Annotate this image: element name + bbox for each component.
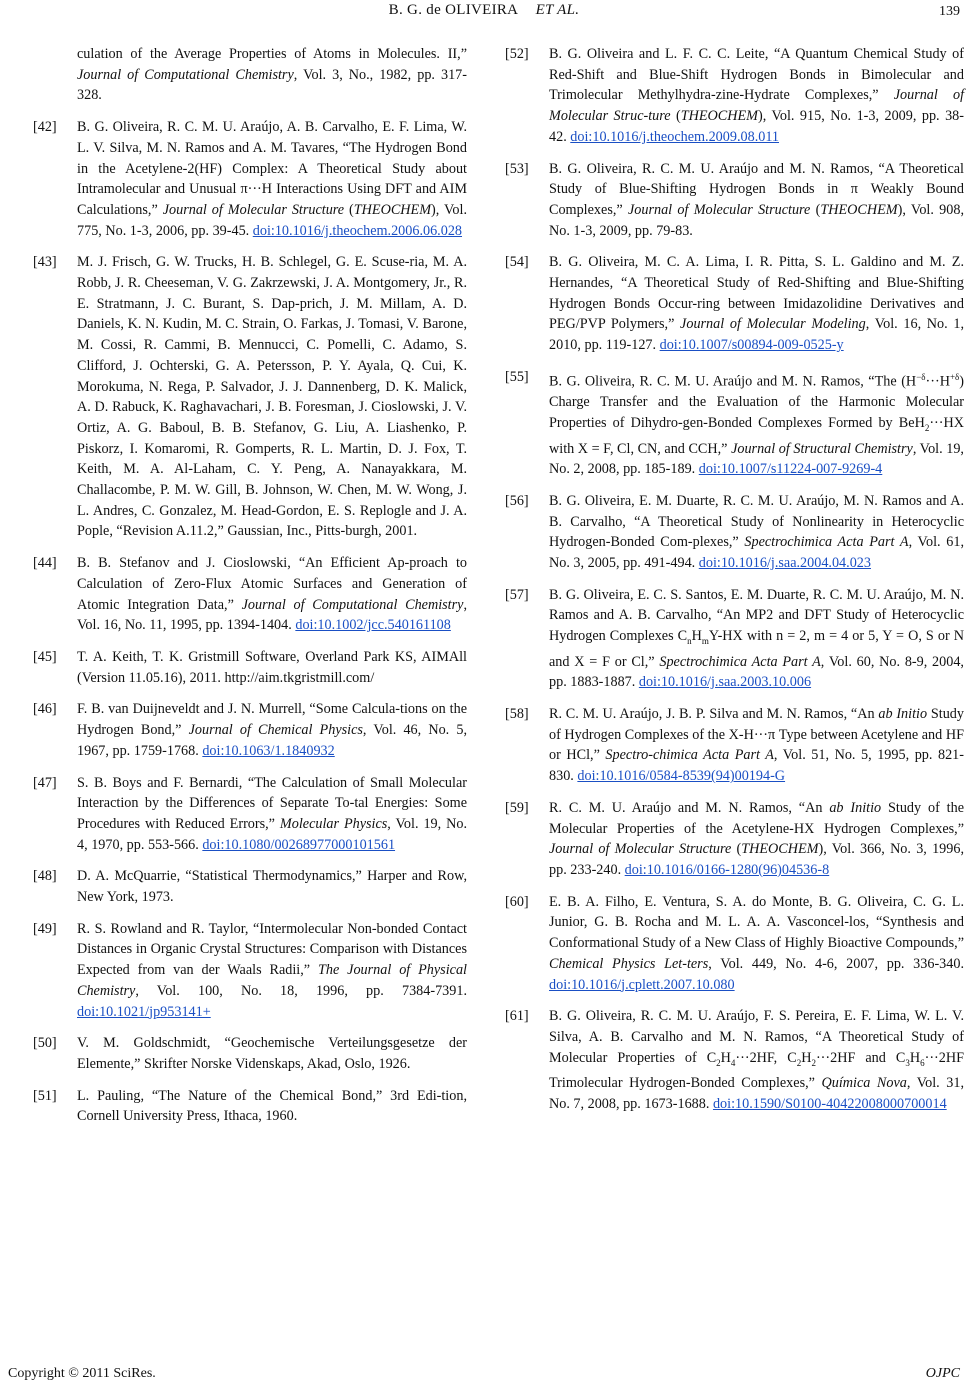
doi-link[interactable]: doi:10.1016/j.theochem.2006.06.028	[252, 222, 463, 239]
reference-text	[549, 704, 964, 787]
doi-link[interactable]: doi:10.1590/S0100-40422008000700014	[712, 1095, 947, 1112]
italic-title: Journal of Molecular Modeling	[680, 316, 866, 333]
reference-text	[549, 44, 964, 148]
reference-text	[77, 252, 467, 542]
reference-entry	[33, 647, 467, 688]
reference-number: [57]	[505, 586, 529, 603]
reference-segment: ···2HF and C	[815, 1049, 906, 1066]
reference-number: [43]	[33, 254, 57, 271]
italic-title: Journal of Computational Chemistry	[77, 66, 294, 83]
reference-segment: ), Vol. 775, No. 1-3, 2006, pp. 39-45.	[77, 201, 467, 239]
italic-title: THEOCHEM	[820, 201, 898, 218]
doi-link[interactable]: doi:10.1007/s11224-007-9269-4	[698, 461, 883, 478]
reference-segment: , Vol. 46, No. 5, 1967, pp. 1759-1768.	[77, 722, 467, 759]
reference-text	[549, 585, 964, 693]
reference-number: [48]	[33, 868, 57, 885]
running-head	[0, 2, 968, 19]
doi-link[interactable]: doi:10.1063/1.1840932	[202, 742, 335, 759]
reference-segment: , Vol. 16, No. 1, 2010, pp. 119-127.	[549, 316, 964, 354]
italic-title: Molecular Physics	[279, 815, 388, 832]
reference-text	[77, 44, 467, 106]
reference-number: [50]	[33, 1035, 57, 1052]
reference-text	[549, 1006, 964, 1114]
doi-link[interactable]: doi:10.1016/j.saa.2004.04.023	[698, 555, 871, 572]
reference-number: [55]	[505, 368, 529, 385]
doi-link[interactable]: doi:10.1080/00268977000101561	[202, 836, 396, 853]
reference-segment: culation of the Average Properties of Atoms in Molecules. II,”	[77, 46, 467, 62]
reference-segment: B. G. Oliveira, E. M. Duarte, R. C. M. U. Araújo, M. N. Ramos and A. B. Carvalho, “A Theoretical Study of Nonlinearity in Heterocyclic Hydrogen-Bonded Com-plexes,”	[549, 492, 964, 551]
reference-text	[549, 367, 964, 480]
reference-text	[77, 117, 467, 241]
italic-title: THEOCHEM	[680, 108, 758, 125]
subscript: m	[701, 635, 709, 646]
italic-title: Spectrochimica Acta Part A	[744, 534, 909, 551]
reference-number: [52]	[505, 46, 529, 62]
reference-segment: ), Vol. 366, No. 3, 1996, pp. 233-240.	[549, 841, 964, 878]
page-header	[0, 0, 968, 30]
reference-segment: S. B. Boys and F. Bernardi, “The Calculation of Small Molecular Interaction by the Differences of Separate To-tal Energies: Some Procedures with Reduced Errors,”	[77, 774, 467, 832]
reference-entry	[505, 798, 964, 881]
reference-number: [46]	[33, 701, 57, 718]
running-head-etal: ET AL.	[535, 2, 580, 18]
reference-entry	[505, 44, 964, 148]
subscript: 2	[811, 1057, 816, 1068]
reference-segment: B. B. Stefanov and J. Cioslowski, “An Efficient Ap-proach to Calculation of Zero-Flux Atomic Surfaces and Generation of Atomic Integration Data,”	[77, 555, 467, 613]
subscript: 2	[716, 1057, 721, 1068]
reference-number: [44]	[33, 555, 57, 572]
italic-title: Journal of Molecular Structure	[549, 841, 732, 858]
doi-link[interactable]: doi:10.1016/0166-1280(96)04536-8	[624, 862, 830, 878]
italic-title: Spectro-chimica Acta Part A	[605, 747, 774, 764]
reference-segment: ···H	[925, 373, 950, 390]
reference-text	[77, 1033, 467, 1074]
reference-segment: R. C. M. U. Araújo and M. N. Ramos, “An	[549, 799, 830, 816]
reference-segment: B. G. Oliveira, R. C. M. U. Araújo and M. N. Ramos, “A Theoretical Study of Blue-Shifting Hydrogen Bonds in π Weakly Bound Complexes,”	[549, 160, 964, 218]
reference-entry	[33, 553, 467, 636]
reference-entry	[33, 699, 467, 761]
references-left-column	[33, 44, 467, 1138]
reference-number: [47]	[33, 774, 57, 791]
reference-entry	[33, 919, 467, 1023]
reference-segment: R. S. Rowland and R. Taylor, “Intermolecular Non-bonded Contact Distances in Organic Crystal Structures: Comparison with Distances Expected from van der Waals Radii,”	[77, 920, 467, 979]
reference-number: [56]	[505, 492, 529, 509]
reference-segment: , Vol. 16, No. 11, 1995, pp. 1394-1404.	[77, 596, 467, 634]
reference-number: [49]	[33, 920, 57, 937]
italic-title: Journal of Structural Chemistry	[731, 440, 913, 457]
doi-link[interactable]: doi:10.1016/j.theochem.2009.08.011	[570, 128, 779, 145]
reference-entry	[505, 252, 964, 356]
reference-number: [60]	[505, 893, 529, 910]
subscript: 3	[905, 1057, 910, 1068]
italic-title: Journal of Molecular Structure	[162, 201, 345, 218]
reference-segment: T. A. Keith, T. K. Gristmill Software, Overland Park KS, AIMAll (Version 11.05.16), 2011. http://aim.tkgristmill.com/	[77, 648, 467, 686]
reference-entry	[505, 1006, 964, 1114]
italic-title: The Journal of Physical Chemistry	[77, 962, 467, 999]
reference-segment: (	[731, 841, 742, 858]
doi-link[interactable]: doi:10.1016/0584-8539(94)00194-G	[577, 768, 786, 785]
reference-segment: , Vol. 19, No. 2, 2008, pp. 185-189.	[549, 440, 964, 478]
reference-entry	[33, 773, 467, 856]
reference-segment: ···2HF Trimolecular Hydrogen-Bonded Complexes,”	[549, 1049, 964, 1092]
italic-title: THEOCHEM	[353, 201, 432, 218]
reference-segment: H	[691, 628, 702, 645]
doi-link[interactable]: doi:10.1016/j.saa.2003.10.006	[638, 674, 812, 691]
reference-text	[77, 919, 467, 1023]
reference-number: [53]	[505, 160, 529, 177]
reference-segment: Study of Hydrogen Complexes of the X-H···π Type between Acetylene and HF or HCl,”	[549, 706, 964, 764]
reference-segment: H	[720, 1049, 731, 1066]
reference-text	[549, 491, 964, 574]
reference-segment: , Vol. 31, No. 7, 2008, pp. 1673-1688.	[549, 1075, 964, 1112]
reference-entry	[505, 367, 964, 480]
page-footer	[0, 1366, 968, 1386]
reference-segment: Study of the Molecular Properties of the Acetylene-HX Hydrogen Complexes,”	[549, 799, 964, 837]
subscript: 4	[730, 1057, 736, 1068]
reference-entry	[505, 159, 964, 242]
reference-segment: D. A. McQuarrie, “Statistical Thermodynamics,” Harper and Row, New York, 1973.	[77, 868, 467, 906]
reference-text	[77, 866, 467, 907]
reference-segment: ), Vol. 915, No. 1-3, 2009, pp. 38-42.	[549, 108, 964, 145]
reference-text	[549, 252, 964, 356]
reference-text	[549, 892, 964, 996]
italic-title: THEOCHEM	[741, 841, 819, 858]
italic-title: Journal of Molecular Struc-ture	[549, 87, 965, 125]
superscript: +δ	[949, 371, 960, 382]
reference-segment: (	[810, 201, 821, 218]
reference-entry	[33, 44, 467, 106]
reference-entry	[33, 866, 467, 907]
reference-segment: , Vol. 3, No., 1982, pp. 317-328.	[77, 66, 468, 104]
reference-entry	[505, 585, 964, 693]
reference-text	[549, 159, 964, 242]
reference-text	[77, 699, 467, 761]
reference-segment: , Vol. 61, No. 3, 2005, pp. 491-494.	[549, 534, 964, 572]
reference-segment: , Vol. 51, No. 5, 1995, pp. 821-830.	[549, 747, 964, 785]
reference-text	[77, 1086, 467, 1127]
page-number: 139	[939, 4, 960, 19]
italic-title: Journal of Chemical Physics	[188, 722, 363, 739]
reference-segment: B. G. Oliveira, E. C. S. Santos, E. M. Duarte, R. C. M. U. Araújo, M. N. Ramos and A. B. Carvalho, “An MP2 and DFT Study of Heterocyclic Hydrogen Complexes C	[549, 586, 964, 645]
reference-segment: H	[909, 1049, 921, 1066]
italic-title: Journal of Computational Chemistry	[241, 596, 464, 613]
reference-number: [51]	[33, 1087, 57, 1104]
reference-segment: ···2HF, C	[735, 1049, 797, 1066]
reference-segment: R. C. M. U. Araújo, J. B. P. Silva and M. N. Ramos, “An	[549, 706, 879, 723]
italic-title: Journal of Molecular Structure	[627, 201, 811, 218]
reference-segment: , Vol. 449, No. 4-6, 2007, pp. 336-340.	[708, 955, 964, 972]
reference-segment: ···HX with X = F, Cl, CN, and CCH,”	[549, 414, 964, 457]
reference-segment: L. Pauling, “The Nature of the Chemical Bond,” 3rd Edi-tion, Cornell University Press, Ithaca, 1960.	[77, 1087, 467, 1125]
reference-segment: ), Vol. 908, No. 1-3, 2009, pp. 79-83.	[549, 201, 965, 239]
doi-link[interactable]: doi:10.1021/jp953141+	[77, 1003, 211, 1020]
journal-abbreviation: OJPC	[925, 1366, 960, 1381]
italic-title: Química Nova	[821, 1075, 907, 1092]
references-right-column	[505, 44, 964, 1126]
reference-segment: H	[801, 1049, 812, 1066]
reference-number: [45]	[33, 648, 57, 665]
reference-entry	[33, 1086, 467, 1127]
reference-segment: B. G. Oliveira, R. C. M. U. Araújo and M. N. Ramos, “The (H	[549, 373, 917, 390]
reference-segment: V. M. Goldschmidt, “Geochemische Verteilungsgesetze der Elemente,” Skrifter Norske Videnskaps, Akad, Oslo, 1926.	[77, 1035, 467, 1072]
subscript: 2	[924, 422, 930, 433]
subscript: n	[687, 635, 692, 646]
reference-entry	[505, 491, 964, 574]
reference-segment: B. G. Oliveira, R. C. M. U. Araújo, F. S. Pereira, E. F. Lima, W. L. V. Silva, A. B. Carvalho and M. N. Ramos, “A Theoretical Study of Molecular Properties of C	[549, 1008, 964, 1066]
reference-entry	[505, 892, 964, 996]
reference-segment: B. G. Oliveira, M. C. A. Lima, I. R. Pitta, S. L. Galdino and M. Z. Hernandes, “A Theoretical Study of Red-Shifting and Blue-Shifting Hydrogen Bonds Occur-ring between Imidazolidine Derivatives and PEG/PVP Polymers,”	[549, 254, 964, 333]
copyright-notice: Copyright © 2011 SciRes.	[8, 1366, 156, 1381]
reference-number: [58]	[505, 706, 529, 723]
reference-entry	[505, 704, 964, 787]
doi-link[interactable]: doi:10.1016/j.cplett.2007.10.080	[549, 976, 735, 993]
reference-number: [59]	[505, 799, 529, 816]
reference-segment: Y-HX with n = 2, m = 4 or 5, Y = O, S or N and X = F or Cl,”	[549, 628, 964, 670]
reference-entry	[33, 252, 467, 542]
reference-segment: E. B. A. Filho, E. Ventura, S. A. do Monte, B. G. Oliveira, C. G. L. Junior, G. B. Rocha and M. L. A. A. Vasconcel-los, “Synthesis and Conformational Study of a New Class of Highly Bioactive Compounds,”	[549, 893, 964, 952]
superscript: −δ	[916, 371, 926, 382]
doi-link[interactable]: doi:10.1007/s00894-009-0525-y	[659, 337, 844, 354]
italic-title: ab Initio	[878, 706, 928, 723]
reference-text	[77, 553, 467, 636]
italic-title: Chemical Physics Let-ters	[549, 955, 709, 972]
reference-segment: B. G. Oliveira and L. F. C. C. Leite, “A Quantum Chemical Study of Red-Shift and Blue-Shift Hydrogen Bonds in Bimolecular and Trimolecular Methylhydra-zine-Hydrate Complexes,”	[549, 46, 964, 104]
reference-segment: ) Charge Transfer and the Evaluation of the Harmonic Molecular Properties of Dihydro-gen-Bonded Complexes Formed by BeH	[549, 373, 964, 431]
reference-entry	[33, 1033, 467, 1074]
italic-title: Spectrochimica Acta Part A	[659, 653, 821, 670]
subscript: 2	[796, 1057, 802, 1068]
subscript: 6	[920, 1057, 925, 1068]
reference-number: [54]	[505, 254, 529, 271]
reference-segment: M. J. Frisch, G. W. Trucks, H. B. Schlegel, G. E. Scuse-ria, M. A. Robb, J. R. Cheeseman, V. G. Zakrzewski, J. A. Montgomery, Jr., R. E. Stratmann, J. C. Burant, S. Dap-prich, J. M. Millam, A. D. Daniels, K. N. Kudin, M. C. Strain, O. Farkas, J. Tomasi, V. Barone, M. Cossi, R. Cammi, B. Mennucci, C. Pomelli, C. Adamo, S. Clifford, J. Ochterski, G. A. Petersson, P. Y. Ayala, Q. Cui, K. Morokuma, N. Rega, P. Salvador, J. J. Dannenberg, D. K. Malick, A. D. Rabuck, K. Raghavachari, J. B. Foresman, J. Cioslowski, J. V. Ortiz, A. G. Baboul, B. B. Stefanov, G. Liu, A. Liashenko, P. Piskorz, I. Komaromi, R. Gomperts, R. L. Martin, D. J. Fox, T. Keith, M. A. Al-Laham, C. Y. Peng, A. Nanayakkara, M. Challacombe, P. M. W. Gill, B. Johnson, W. Chen, M. W. Wong, J. L. Andres, C. Gonzalez, M. Head-Gordon, E. S. Replogle and J. A. Pople, “Revision A.11.2,” Gaussian, Inc., Pitts-burgh, 2001.	[77, 254, 467, 540]
reference-segment: , Vol. 19, No. 4, 1970, pp. 553-566.	[77, 815, 467, 853]
doi-link[interactable]: doi:10.1002/jcc.540161108	[295, 617, 451, 634]
reference-segment: (	[670, 108, 681, 125]
reference-segment: , Vol. 60, No. 8-9, 2004, pp. 1883-1887.	[549, 653, 964, 691]
reference-text	[549, 798, 964, 881]
reference-text	[77, 773, 467, 856]
running-head-authors: B. G. de OLIVEIRA	[388, 2, 518, 18]
reference-text	[77, 647, 467, 688]
reference-segment: , Vol. 100, No. 18, 1996, pp. 7384-7391.	[135, 982, 467, 999]
reference-segment: F. B. van Duijneveldt and J. N. Murrell, “Some Calcula-tions on the Hydrogen Bond,”	[77, 701, 467, 739]
reference-segment: B. G. Oliveira, R. C. M. U. Araújo, A. B. Carvalho, E. F. Lima, W. L. V. Silva, M. N. Ramos and A. M. Tavares, “The Hydrogen Bond in the Acetylene-2(HF) Complex: A Theoretical Study about Intramolecular and Unusual π···H Interactions Using DFT and AIM Calculations,”	[77, 119, 467, 218]
reference-number	[33, 44, 77, 106]
reference-segment: (	[344, 201, 354, 218]
reference-number: [61]	[505, 1008, 529, 1025]
reference-number: [42]	[33, 119, 57, 136]
italic-title: ab Initio	[829, 799, 882, 816]
reference-entry	[33, 117, 467, 241]
